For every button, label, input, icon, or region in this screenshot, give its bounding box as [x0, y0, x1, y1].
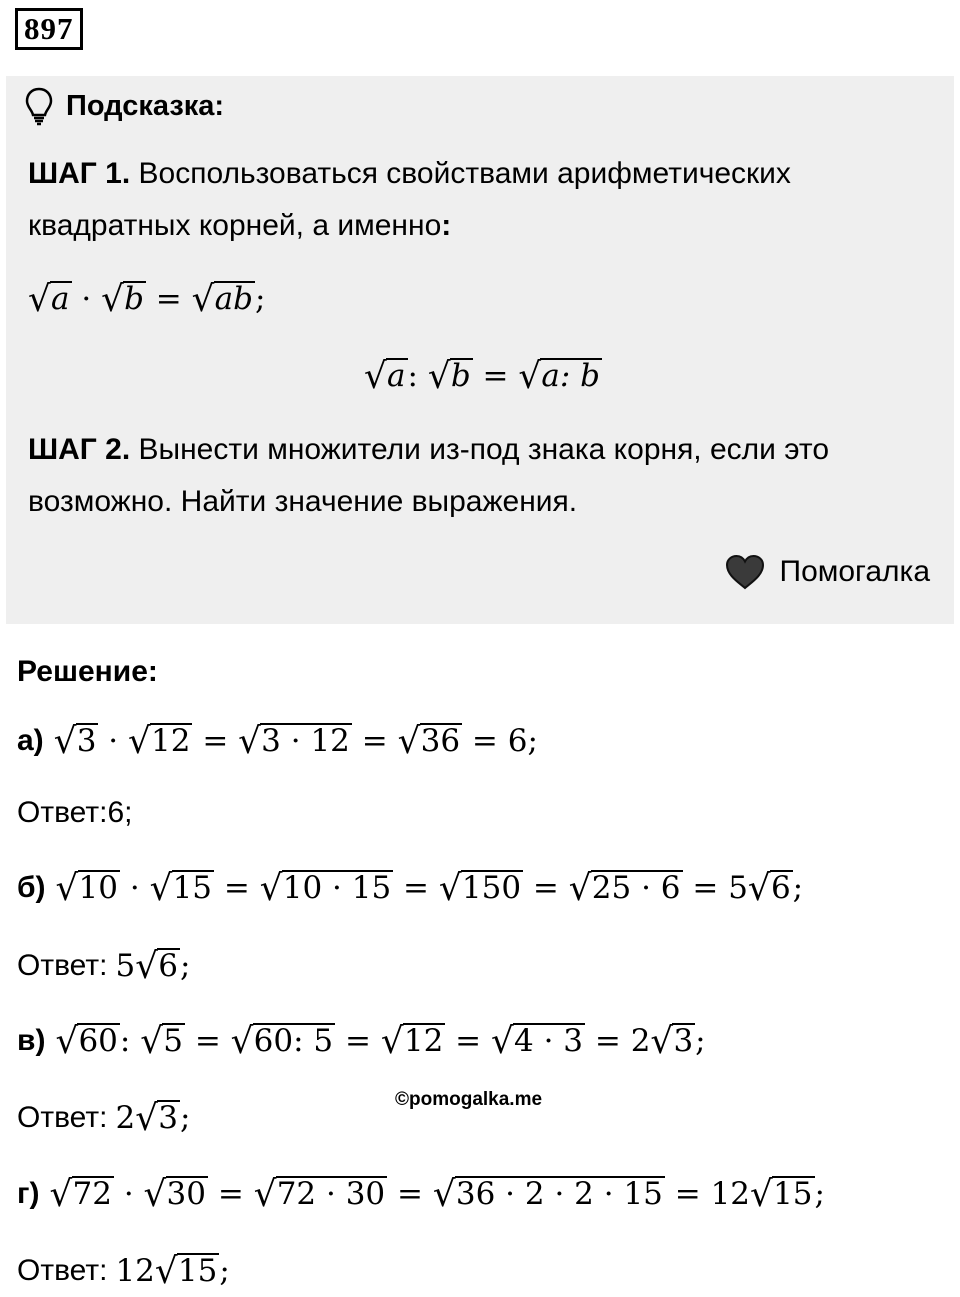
hint-header [24, 86, 224, 126]
sqrt-b: √b [101, 279, 144, 321]
step1-line1 [28, 154, 791, 194]
solution-line-a [17, 718, 538, 764]
sqrt-ab: √ab [191, 279, 253, 321]
hint-title: Подсказка: [66, 89, 225, 122]
problem-number: 897 [15, 8, 83, 50]
heart-icon [724, 554, 766, 590]
solution-title: Решение: [17, 655, 158, 688]
step2-text: Вынести множители из-под знака корня, если это [138, 433, 829, 466]
answer-v: Ответ: 2√3; [17, 1097, 191, 1139]
expression-a: √3 · √12 = √3 · 12 = √36 = 6; [53, 720, 538, 762]
step2-line2: возможно. Найти значение выражения. [28, 485, 578, 518]
step1-text-2: квадратных корней, а именно [28, 209, 442, 242]
solution-line-g [17, 1171, 825, 1217]
answer-g: Ответ: 12√15; [17, 1250, 230, 1292]
brand-name: Помогалка [779, 555, 930, 588]
step1-line2 [28, 206, 451, 246]
lightbulb-icon [24, 86, 54, 126]
formula-quotient: √a: √b = √a: b [364, 356, 601, 398]
step1-label: ШАГ 1. [28, 157, 131, 190]
step1-colon: : [441, 209, 452, 242]
answer-a: Ответ:6; [17, 796, 133, 829]
item-label: в) [17, 1024, 46, 1057]
solution-line-b [17, 865, 803, 911]
watermark: ©pomogalka.me [395, 1089, 543, 1110]
step2-label: ШАГ 2. [28, 433, 131, 466]
hint-box [6, 76, 954, 624]
item-label: б) [17, 871, 46, 904]
item-label: а) [17, 724, 44, 757]
solution-line-v [17, 1018, 706, 1064]
expression-v: √60: √5 = √60: 5 = √12 = √4 · 3 = 2√3; [55, 1020, 706, 1062]
expression-g: √72 · √30 = √72 · 30 = √36 · 2 · 2 · 15 = 12√15; [49, 1173, 825, 1215]
item-label: г) [17, 1177, 40, 1210]
answer-b: Ответ: 5√6; [17, 945, 191, 987]
expression-b: √10 · √15 = √10 · 15 = √150 = √25 · 6 = 5√6; [55, 867, 804, 909]
brand-link[interactable] [724, 554, 931, 590]
step2-line1 [28, 430, 829, 470]
sqrt-a: √a [28, 279, 70, 321]
formula-product: √a · √b = √ab; [28, 279, 266, 321]
step1-text: Воспользоваться свойствами арифметических [138, 157, 791, 190]
